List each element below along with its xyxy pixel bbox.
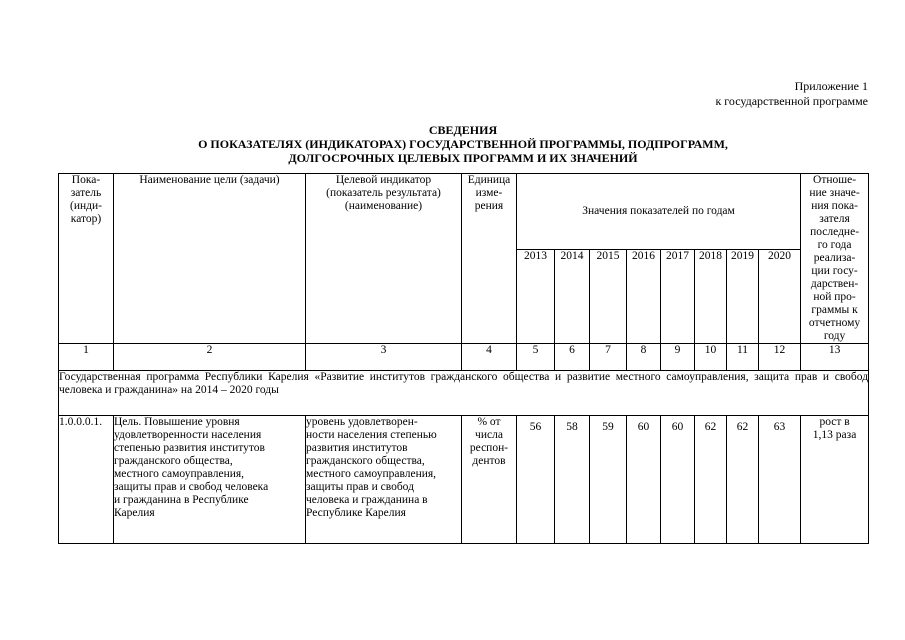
row-value-2019: 62	[727, 416, 759, 544]
heading-line-2: О ПОКАЗАТЕЛЯХ (ИНДИКАТОРАХ) ГОСУДАРСТВЕННОЙ ПРОГРАММЫ, ПОДПРОГРАММ,	[198, 137, 728, 151]
document-heading	[58, 123, 868, 165]
column-number: 10	[695, 344, 727, 371]
header-year: 2013	[517, 250, 555, 344]
header-ratio: Отноше- ние значе- ния пока- зателя последне- го года реализа- ции госу- дарствен- ной про- граммы к отчетному году	[801, 174, 869, 344]
row-value-2017: 60	[661, 416, 695, 544]
row-target-indicator: уровень удовлетворен- ности населения степенью развития институтов гражданского общества, местного самоуправления, защиты прав и свобод человека и гражданина в Республике Карелия	[306, 416, 462, 544]
header-year: 2015	[590, 250, 627, 344]
header-indicator: Пока- затель (инди- катор)	[59, 174, 114, 344]
header-year: 2018	[695, 250, 727, 344]
row-ratio: рост в 1,13 раза	[801, 416, 869, 544]
indicators-table	[58, 173, 869, 544]
heading-line-3: ДОЛГОСРОЧНЫХ ЦЕЛЕВЫХ ПРОГРАММ И ИХ ЗНАЧЕНИЙ	[288, 151, 638, 165]
column-number: 13	[801, 344, 869, 371]
appendix-line-2: к государственной программе	[715, 94, 868, 108]
column-number: 2	[114, 344, 306, 371]
header-year: 2014	[555, 250, 590, 344]
column-number: 6	[555, 344, 590, 371]
row-value-2014: 58	[555, 416, 590, 544]
appendix-note	[715, 79, 868, 109]
column-number: 11	[727, 344, 759, 371]
heading-line-1: СВЕДЕНИЯ	[428, 123, 498, 137]
header-target-indicator: Целевой индикатор (показатель результата) (наименование)	[306, 174, 462, 344]
column-number-row	[59, 344, 869, 371]
column-number: 5	[517, 344, 555, 371]
column-number: 3	[306, 344, 462, 371]
column-number: 1	[59, 344, 114, 371]
row-value-2015: 59	[590, 416, 627, 544]
header-year: 2016	[627, 250, 661, 344]
column-number: 7	[590, 344, 627, 371]
header-year: 2017	[661, 250, 695, 344]
row-goal: Цель. Повышение уровня удовлетворенности населения степенью развития институтов гражданского общества, местного самоуправления, защиты прав и свобод человека и гражданина в Республике Карелия	[114, 416, 306, 544]
header-values-by-year: Значения показателей по годам	[517, 174, 801, 250]
appendix-line-1: Приложение 1	[794, 79, 868, 93]
row-value-2013: 56	[517, 416, 555, 544]
header-unit: Единица изме- рения	[462, 174, 517, 344]
header-year: 2020	[759, 250, 801, 344]
row-value-2020: 63	[759, 416, 801, 544]
column-number: 8	[627, 344, 661, 371]
header-goal: Наименование цели (задачи)	[114, 174, 306, 344]
table-row	[59, 416, 869, 544]
column-number: 12	[759, 344, 801, 371]
column-number: 4	[462, 344, 517, 371]
row-value-2016: 60	[627, 416, 661, 544]
program-title: Государственная программа Республики Карелия «Развитие институтов гражданского общества и развитие местного самоуправления, защита прав и свобод человека и гражданина» на 2014 – 2020 годы	[59, 371, 869, 416]
row-unit: % от числа респон- дентов	[462, 416, 517, 544]
row-value-2018: 62	[695, 416, 727, 544]
header-year: 2019	[727, 250, 759, 344]
row-code: 1.0.0.0.1.	[59, 416, 114, 544]
column-number: 9	[661, 344, 695, 371]
program-row	[59, 371, 869, 416]
